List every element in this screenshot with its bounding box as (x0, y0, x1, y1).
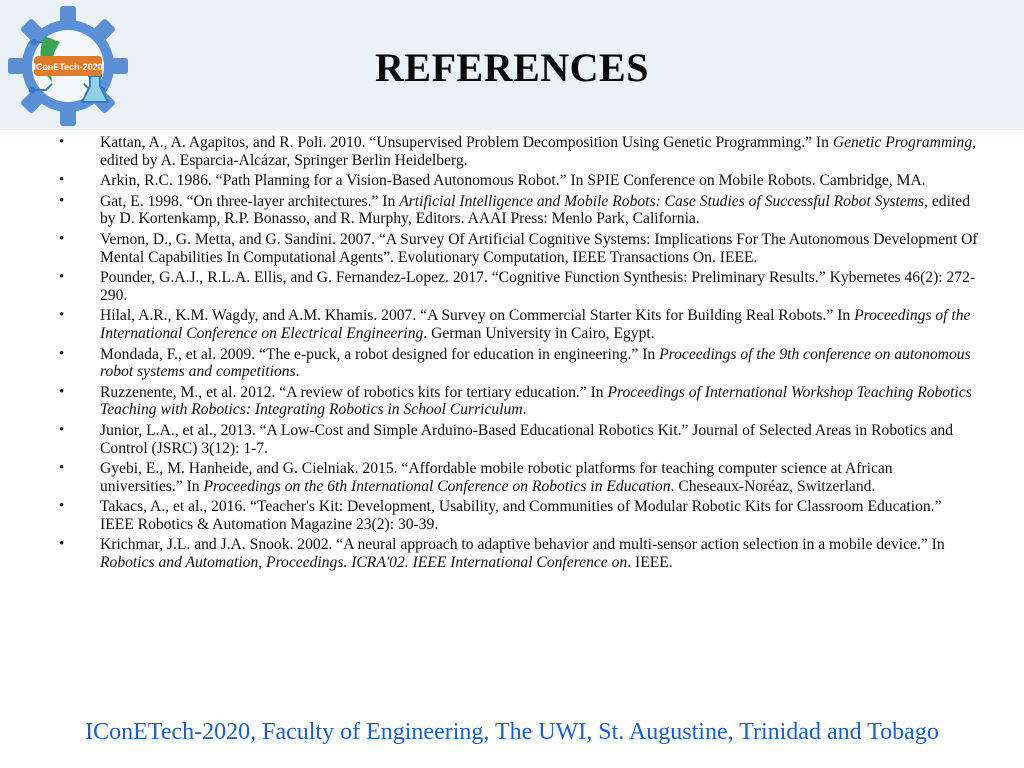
footer-text: IConETech-2020, Faculty of Engineering, The UWI, St. Augustine, Trinidad and Tobago (85, 719, 939, 745)
bullet-icon: • (59, 383, 65, 400)
reference-run: Mondada, F., et al. 2009. “The e-puck, a robot designed for education in engineering.” In (100, 345, 660, 363)
reference-text (100, 498, 942, 533)
reference-item (58, 172, 978, 190)
reference-text (100, 460, 893, 495)
bullet-icon: • (59, 421, 65, 438)
reference-italic-run: Genetic Programming (832, 134, 973, 151)
reference-italic-run: Proceedings of the International Conference on Electrical Engineering (100, 307, 971, 342)
page-title: REFERENCES (375, 45, 649, 90)
reference-run: Pounder, G.A.J., R.L.A. Ellis, and G. Fernandez-Lopez. 2017. “Cognitive Function Synthesis: Preliminary Results.” Kybernetes 46(2): 272-290. (100, 269, 976, 304)
reference-run: Hilal, A.R., K.M. Wagdy, and A.M. Khamis. 2007. “A Survey on Commercial Starter Kits for Building Real Robots.” In (100, 307, 855, 325)
reference-list (58, 134, 978, 575)
bullet-icon: • (59, 192, 65, 209)
reference-text (100, 134, 976, 169)
bullet-icon: • (59, 230, 65, 247)
reference-text (100, 269, 975, 304)
reference-text (100, 536, 945, 571)
reference-run: . (522, 401, 527, 419)
reference-run: . IEEE. (627, 554, 673, 572)
reference-item (58, 422, 978, 457)
reference-run: Ruzzenente, M., et al. 2012. “A review of robotics kits for tertiary education.” In (100, 383, 608, 401)
reference-run: . (295, 363, 300, 381)
reference-run: Gyebi, E., M. Hanheide, and G. Cielniak. 2015. “Affordable mobile robotic platforms for teaching computer science at African universities.” In (100, 460, 893, 495)
reference-item (58, 346, 978, 381)
reference-run: Arkin, R.C. 1986. “Path Planning for a Vision-Based Autonomous Robot.” In SPIE Conference on Mobile Robots. Cambridge, MA. (100, 172, 926, 190)
reference-run: , edited by D. Kortenkamp, R.P. Bonasso, and R. Murphy, Editors. AAAI Press: Menlo Park, California. (100, 192, 970, 228)
bullet-icon: • (59, 498, 65, 515)
reference-item (58, 536, 978, 571)
bullet-icon: • (59, 536, 65, 553)
reference-italic-run: Proceedings of International Workshop Teaching Robotics Teaching with Robotics: Integrating Robotics in School Curriculum (100, 383, 972, 419)
reference-text (100, 346, 971, 381)
reference-italic-run: Artificial Intelligence and Mobile Robots: Case Studies of Successful Robot Systems (399, 192, 925, 210)
reference-run: Junior, L.A., et al., 2013. “A Low-Cost and Simple Arduino-Based Educational Robotics Kit.” Journal of Selected Areas in Robotics and Control (JSRC) 3(12): 1-7. (100, 421, 953, 457)
bullet-icon: • (59, 307, 65, 324)
reference-item (58, 460, 978, 495)
reference-run: . Cheseaux-Noréaz, Switzerland. (670, 477, 876, 495)
reference-item (58, 269, 978, 304)
bullet-icon: • (59, 345, 65, 362)
reference-run: , edited by A. Esparcia-Alcázar, Springer Berlin Heidelberg. (100, 134, 977, 169)
reference-run: Vernon, D., G. Metta, and G. Sandini. 2007. “A Survey Of Artificial Cognitive Systems: Implications For The Autonomous Development Of Mental Capabilities In Computational Agents”. Evolutionary Computation, IEEE Transactions On. IEEE. (100, 230, 978, 266)
logo-text: IConETech-2020 (33, 62, 103, 72)
reference-run: Krichmar, J.L. and J.A. Snook. 2002. “A neural approach to adaptive behavior and multi-sensor action selection in a mobile device.” In (100, 536, 945, 554)
reference-text (100, 422, 953, 457)
reference-run: Gat, E. 1998. “On three-layer architectures.” In (100, 192, 400, 210)
reference-text (100, 193, 970, 228)
reference-item (58, 193, 978, 228)
bullet-icon: • (59, 460, 65, 477)
bullet-icon: • (59, 269, 65, 286)
reference-italic-run: Proceedings on the 6th International Conference on Robotics in Education (203, 477, 671, 495)
reference-item (58, 384, 978, 419)
reference-italic-run: Proceedings of the 9th conference on autonomous robot systems and competitions (100, 345, 971, 381)
reference-text (100, 307, 970, 342)
bullet-icon: • (59, 172, 65, 189)
reference-run: Kattan, A., A. Agapitos, and R. Poli. 2010. “Unsupervised Problem Decomposition Using Genetic Programming.” In (100, 134, 833, 151)
reference-run: Takacs, A., et al., 2016. “Teacher's Kit: Development, Usability, and Communities of Modular Robotic Kits for Classroom Education.” IEEE Robotics & Automation Magazine 23(2): 30-39. (100, 498, 942, 533)
reference-text (100, 172, 926, 189)
reference-run: . German University in Cairo, Egypt. (423, 324, 655, 342)
bullet-icon: • (59, 134, 65, 150)
reference-item (58, 134, 978, 169)
reference-item (58, 307, 978, 342)
reference-item (58, 498, 978, 533)
reference-text (100, 231, 978, 266)
reference-text (100, 384, 972, 419)
reference-italic-run: Robotics and Automation, Proceedings. ICRA'02. IEEE International Conference on (100, 554, 628, 572)
reference-item (58, 231, 978, 266)
